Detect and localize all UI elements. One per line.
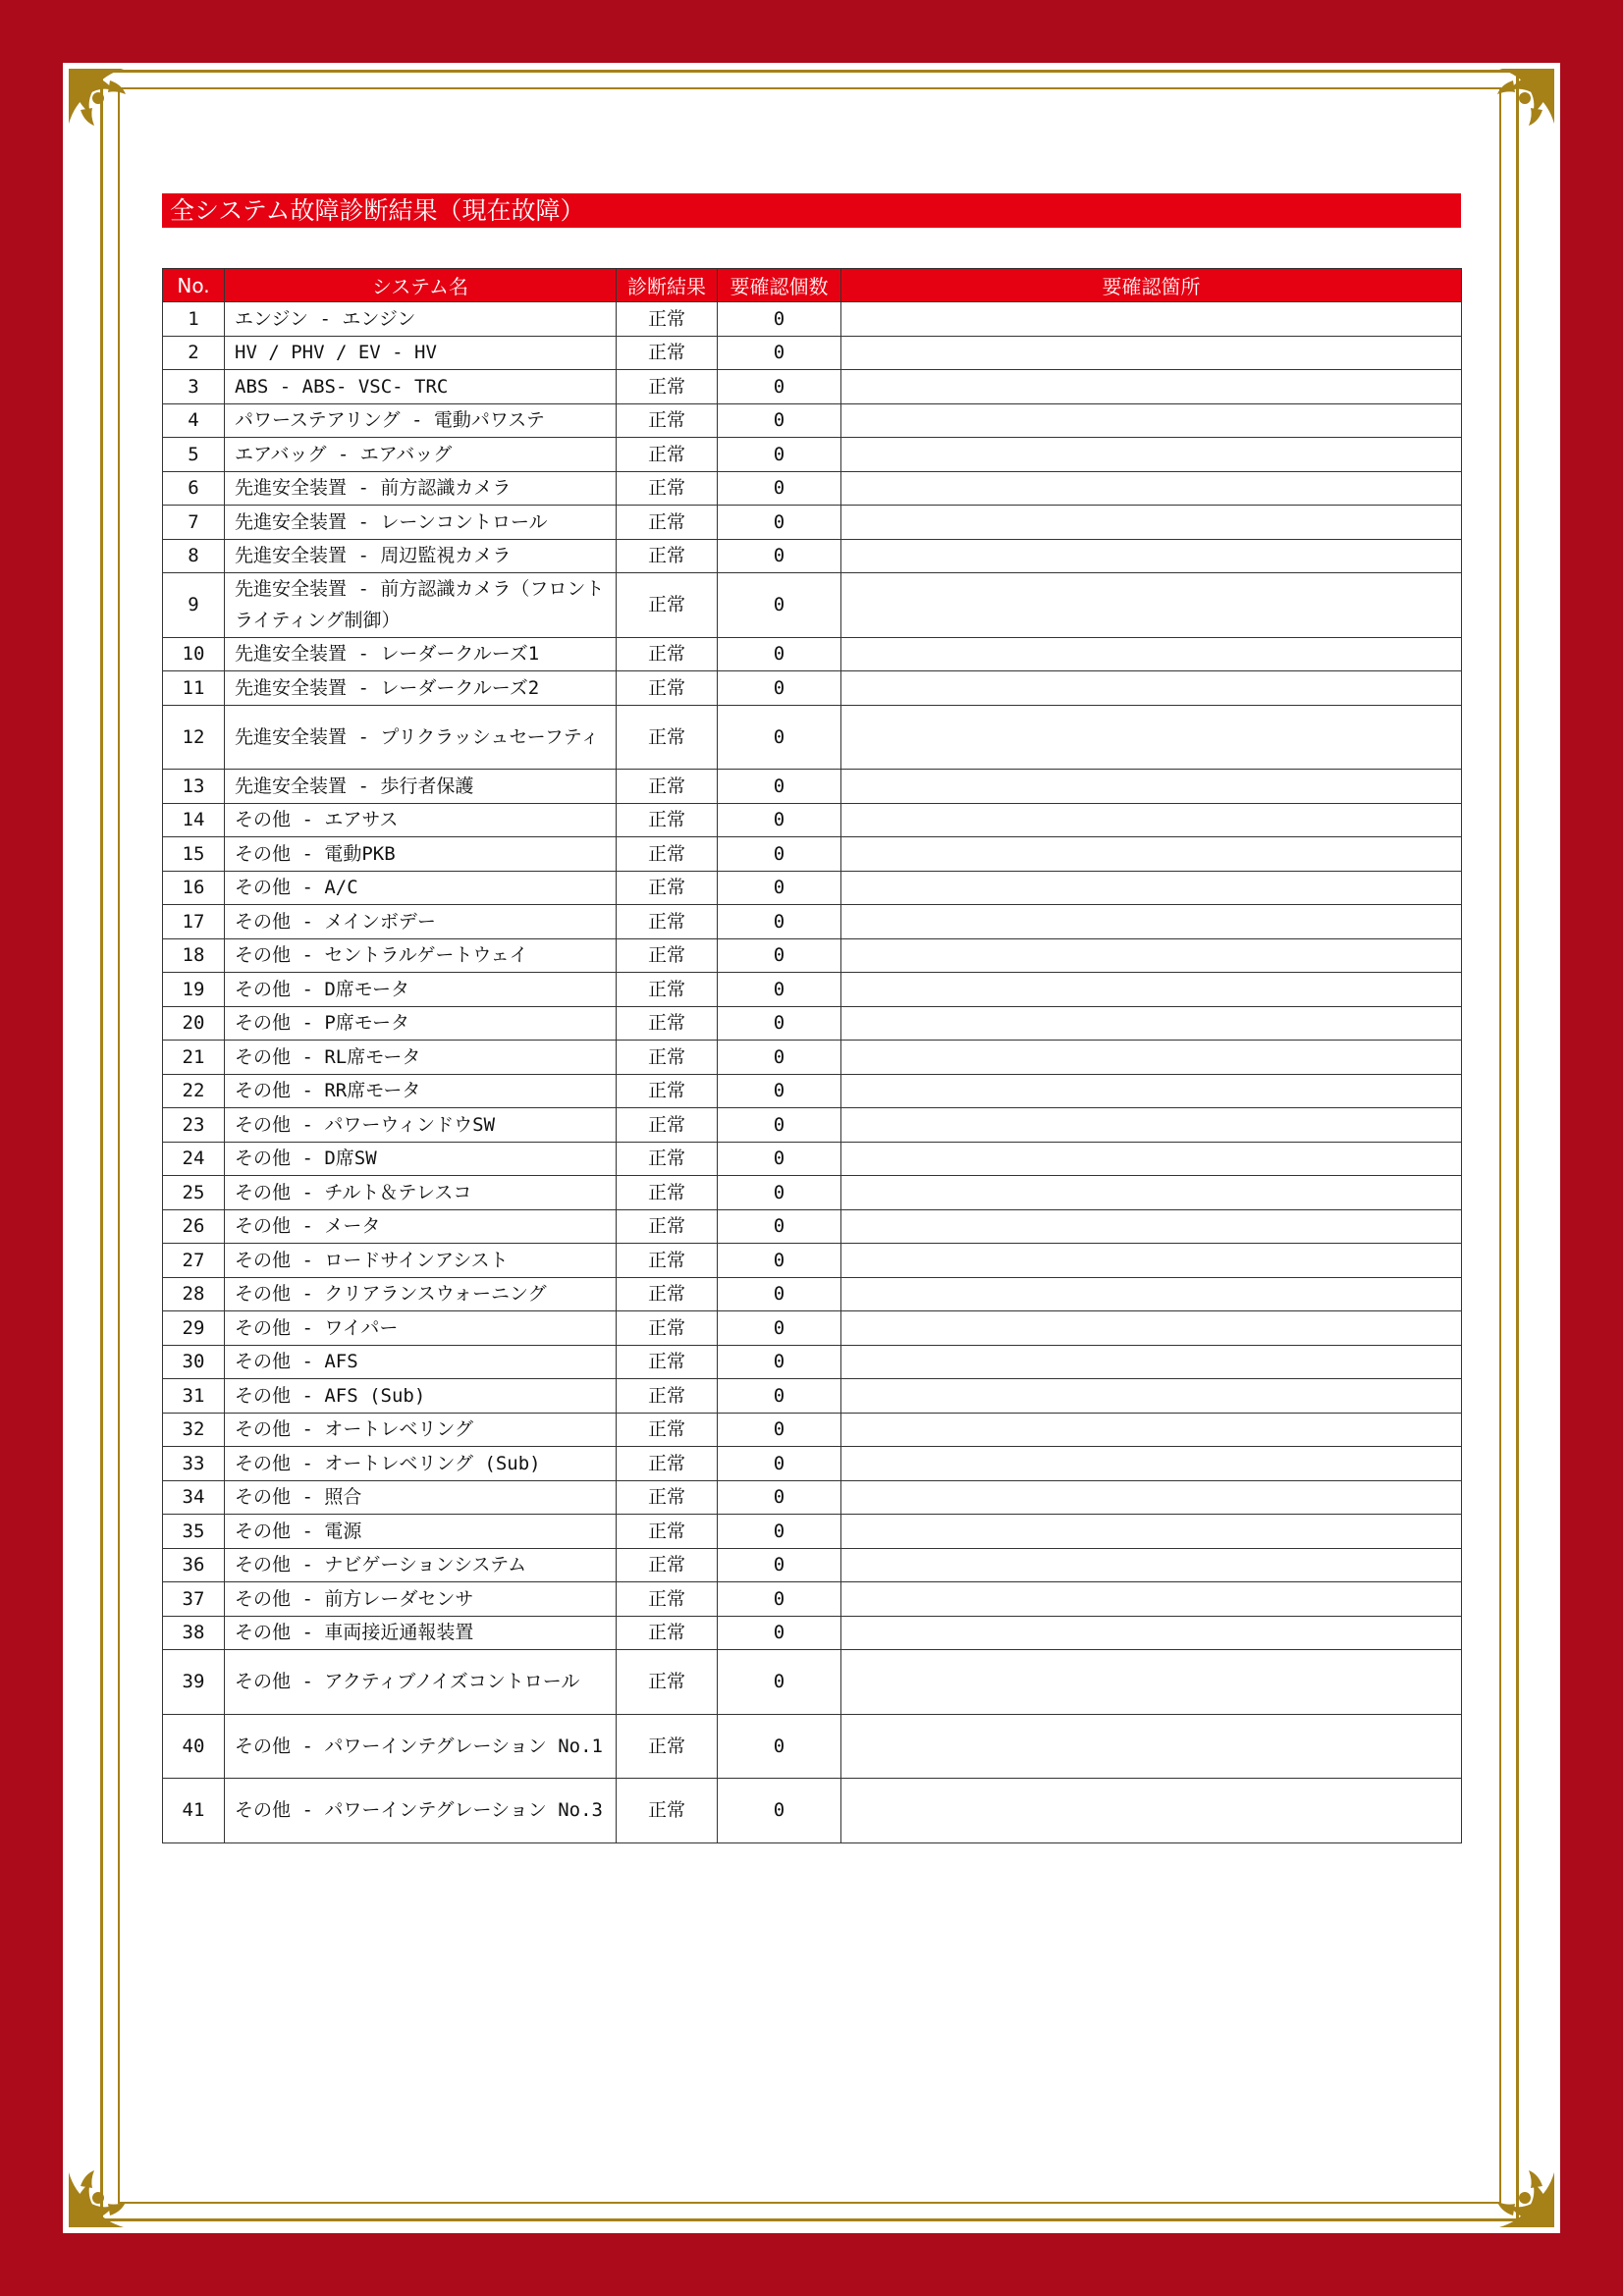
table-row: [163, 1447, 1462, 1481]
diagnosis-result: 正常: [617, 336, 718, 370]
row-number: 9: [163, 573, 225, 638]
row-number: 8: [163, 539, 225, 573]
table-row: [163, 1209, 1462, 1244]
check-locations: [841, 1209, 1462, 1244]
check-locations: [841, 539, 1462, 573]
diagnosis-result: 正常: [617, 1311, 718, 1346]
table-row: [163, 1480, 1462, 1515]
check-count: 0: [718, 1714, 841, 1779]
table-row: [163, 302, 1462, 337]
diagnosis-result: 正常: [617, 1515, 718, 1549]
check-count: 0: [718, 302, 841, 337]
system-name: ABS - ABS- VSC- TRC: [225, 370, 617, 404]
table-row: [163, 336, 1462, 370]
check-locations: [841, 1413, 1462, 1447]
table-row: [163, 403, 1462, 438]
diagnosis-result: 正常: [617, 1209, 718, 1244]
check-locations: [841, 938, 1462, 973]
row-number: 18: [163, 938, 225, 973]
check-count: 0: [718, 1379, 841, 1414]
row-number: 16: [163, 871, 225, 905]
table-row: [163, 471, 1462, 506]
diagnosis-result: 正常: [617, 1582, 718, 1617]
row-number: 37: [163, 1582, 225, 1617]
check-count: 0: [718, 803, 841, 837]
check-count: 0: [718, 705, 841, 770]
system-name: その他 - メインボデー: [225, 905, 617, 939]
diagnosis-result: 正常: [617, 573, 718, 638]
table-row: [163, 573, 1462, 638]
check-count: 0: [718, 973, 841, 1007]
diagnosis-result: 正常: [617, 905, 718, 939]
check-locations: [841, 1650, 1462, 1715]
row-number: 7: [163, 506, 225, 540]
table-row: [163, 1779, 1462, 1843]
system-name: 先進安全装置 - レーダークルーズ2: [225, 671, 617, 706]
system-name: その他 - ロードサインアシスト: [225, 1244, 617, 1278]
system-name: 先進安全装置 - 前方認識カメラ（フロントライティング制御）: [225, 573, 617, 638]
diagnosis-result: 正常: [617, 1074, 718, 1108]
diagnosis-result: 正常: [617, 770, 718, 804]
system-name: エンジン - エンジン: [225, 302, 617, 337]
diagnosis-result: 正常: [617, 1379, 718, 1414]
check-count: 0: [718, 1244, 841, 1278]
row-number: 34: [163, 1480, 225, 1515]
column-header-locations: 要確認箇所: [841, 269, 1462, 302]
table-row: [163, 506, 1462, 540]
check-locations: [841, 471, 1462, 506]
check-locations: [841, 370, 1462, 404]
check-count: 0: [718, 539, 841, 573]
check-count: 0: [718, 1345, 841, 1379]
system-name: その他 - セントラルゲートウェイ: [225, 938, 617, 973]
check-count: 0: [718, 1277, 841, 1311]
row-number: 27: [163, 1244, 225, 1278]
diagnosis-result: 正常: [617, 471, 718, 506]
row-number: 24: [163, 1142, 225, 1176]
system-name: その他 - RL席モータ: [225, 1041, 617, 1075]
check-count: 0: [718, 938, 841, 973]
system-name: 先進安全装置 - プリクラッシュセーフティ: [225, 705, 617, 770]
table-row: [163, 1650, 1462, 1715]
check-count: 0: [718, 1311, 841, 1346]
report-title: 全システム故障診断結果（現在故障）: [162, 193, 1461, 228]
column-header-result: 診断結果: [617, 269, 718, 302]
system-name: エアバッグ - エアバッグ: [225, 438, 617, 472]
check-locations: [841, 1714, 1462, 1779]
system-name: その他 - エアサス: [225, 803, 617, 837]
row-number: 40: [163, 1714, 225, 1779]
table-row: [163, 1142, 1462, 1176]
table-row: [163, 1108, 1462, 1143]
table-row: [163, 770, 1462, 804]
column-header-no: No.: [163, 269, 225, 302]
diagnosis-result: 正常: [617, 438, 718, 472]
check-count: 0: [718, 1209, 841, 1244]
row-number: 38: [163, 1616, 225, 1650]
diagnosis-result: 正常: [617, 1779, 718, 1843]
diagnosis-result: 正常: [617, 671, 718, 706]
row-number: 11: [163, 671, 225, 706]
diagnosis-result: 正常: [617, 938, 718, 973]
table-row: [163, 837, 1462, 872]
row-number: 33: [163, 1447, 225, 1481]
check-locations: [841, 803, 1462, 837]
row-number: 32: [163, 1413, 225, 1447]
check-count: 0: [718, 1413, 841, 1447]
diagnosis-result: 正常: [617, 1345, 718, 1379]
check-count: 0: [718, 1515, 841, 1549]
system-name: その他 - アクティブノイズコントロール: [225, 1650, 617, 1715]
diagnosis-result: 正常: [617, 1277, 718, 1311]
system-name: その他 - オートレベリング: [225, 1413, 617, 1447]
column-header-count: 要確認個数: [718, 269, 841, 302]
table-row: [163, 1413, 1462, 1447]
table-row: [163, 1041, 1462, 1075]
corner-ornament-icon: [65, 2137, 159, 2231]
system-name: その他 - オートレベリング (Sub): [225, 1447, 617, 1481]
check-locations: [841, 837, 1462, 872]
system-name: HV / PHV / EV - HV: [225, 336, 617, 370]
diagnosis-result: 正常: [617, 506, 718, 540]
row-number: 4: [163, 403, 225, 438]
system-name: その他 - クリアランスウォーニング: [225, 1277, 617, 1311]
row-number: 6: [163, 471, 225, 506]
table-row: [163, 871, 1462, 905]
check-count: 0: [718, 1582, 841, 1617]
check-count: 0: [718, 1041, 841, 1075]
check-locations: [841, 1311, 1462, 1346]
diagnosis-result: 正常: [617, 1413, 718, 1447]
check-locations: [841, 671, 1462, 706]
check-locations: [841, 1108, 1462, 1143]
diagnosis-result: 正常: [617, 403, 718, 438]
diagnosis-result: 正常: [617, 871, 718, 905]
diagnosis-result: 正常: [617, 302, 718, 337]
table-row: [163, 1548, 1462, 1582]
diagnosis-table: [162, 268, 1462, 1843]
check-locations: [841, 573, 1462, 638]
row-number: 36: [163, 1548, 225, 1582]
check-locations: [841, 336, 1462, 370]
row-number: 3: [163, 370, 225, 404]
check-locations: [841, 1176, 1462, 1210]
system-name: その他 - D席モータ: [225, 973, 617, 1007]
table-header-row: [163, 269, 1462, 302]
diagnosis-result: 正常: [617, 1176, 718, 1210]
system-name: その他 - AFS: [225, 1345, 617, 1379]
table-row: [163, 803, 1462, 837]
check-locations: [841, 1041, 1462, 1075]
corner-ornament-icon: [1464, 2137, 1558, 2231]
table-row: [163, 1345, 1462, 1379]
check-count: 0: [718, 1480, 841, 1515]
system-name: 先進安全装置 - 周辺監視カメラ: [225, 539, 617, 573]
check-count: 0: [718, 1074, 841, 1108]
check-locations: [841, 1277, 1462, 1311]
row-number: 14: [163, 803, 225, 837]
check-count: 0: [718, 1142, 841, 1176]
check-count: 0: [718, 1548, 841, 1582]
check-count: 0: [718, 1650, 841, 1715]
table-row: [163, 539, 1462, 573]
check-count: 0: [718, 1176, 841, 1210]
system-name: その他 - AFS (Sub): [225, 1379, 617, 1414]
system-name: 先進安全装置 - 歩行者保護: [225, 770, 617, 804]
check-locations: [841, 1379, 1462, 1414]
check-count: 0: [718, 871, 841, 905]
check-count: 0: [718, 370, 841, 404]
row-number: 26: [163, 1209, 225, 1244]
diagnosis-result: 正常: [617, 803, 718, 837]
check-count: 0: [718, 506, 841, 540]
system-name: その他 - RR席モータ: [225, 1074, 617, 1108]
table-body: [163, 302, 1462, 1843]
table-row: [163, 938, 1462, 973]
row-number: 12: [163, 705, 225, 770]
check-locations: [841, 637, 1462, 671]
check-count: 0: [718, 573, 841, 638]
table-row: [163, 1714, 1462, 1779]
table-row: [163, 671, 1462, 706]
check-locations: [841, 705, 1462, 770]
row-number: 2: [163, 336, 225, 370]
check-locations: [841, 1345, 1462, 1379]
table-row: [163, 1515, 1462, 1549]
diagnosis-result: 正常: [617, 1714, 718, 1779]
check-locations: [841, 871, 1462, 905]
diagnosis-result: 正常: [617, 1548, 718, 1582]
diagnosis-result: 正常: [617, 1650, 718, 1715]
check-count: 0: [718, 905, 841, 939]
system-name: その他 - P席モータ: [225, 1006, 617, 1041]
check-locations: [841, 1582, 1462, 1617]
diagnosis-result: 正常: [617, 1616, 718, 1650]
table-row: [163, 973, 1462, 1007]
table-row: [163, 705, 1462, 770]
table-row: [163, 1379, 1462, 1414]
system-name: その他 - チルト＆テレスコ: [225, 1176, 617, 1210]
diagnosis-result: 正常: [617, 1006, 718, 1041]
table-row: [163, 1074, 1462, 1108]
check-locations: [841, 1548, 1462, 1582]
check-count: 0: [718, 770, 841, 804]
row-number: 35: [163, 1515, 225, 1549]
system-name: その他 - 電動PKB: [225, 837, 617, 872]
check-locations: [841, 973, 1462, 1007]
system-name: その他 - 電源: [225, 1515, 617, 1549]
diagnosis-result: 正常: [617, 637, 718, 671]
check-locations: [841, 1244, 1462, 1278]
check-count: 0: [718, 637, 841, 671]
check-count: 0: [718, 336, 841, 370]
table-row: [163, 1176, 1462, 1210]
row-number: 41: [163, 1779, 225, 1843]
table-row: [163, 438, 1462, 472]
diagnosis-result: 正常: [617, 837, 718, 872]
row-number: 31: [163, 1379, 225, 1414]
row-number: 19: [163, 973, 225, 1007]
row-number: 30: [163, 1345, 225, 1379]
system-name: 先進安全装置 - レーダークルーズ1: [225, 637, 617, 671]
system-name: その他 - パワーインテグレーション No.3: [225, 1779, 617, 1843]
row-number: 28: [163, 1277, 225, 1311]
system-name: その他 - メータ: [225, 1209, 617, 1244]
system-name: その他 - ナビゲーションシステム: [225, 1548, 617, 1582]
table-row: [163, 370, 1462, 404]
table-row: [163, 1582, 1462, 1617]
row-number: 13: [163, 770, 225, 804]
row-number: 23: [163, 1108, 225, 1143]
row-number: 1: [163, 302, 225, 337]
row-number: 22: [163, 1074, 225, 1108]
system-name: その他 - パワーインテグレーション No.1: [225, 1714, 617, 1779]
diagnosis-result: 正常: [617, 1480, 718, 1515]
row-number: 39: [163, 1650, 225, 1715]
corner-ornament-icon: [1464, 65, 1558, 159]
row-number: 10: [163, 637, 225, 671]
check-count: 0: [718, 438, 841, 472]
diagnosis-result: 正常: [617, 1447, 718, 1481]
check-locations: [841, 1074, 1462, 1108]
column-header-system: システム名: [225, 269, 617, 302]
system-name: 先進安全装置 - 前方認識カメラ: [225, 471, 617, 506]
row-number: 25: [163, 1176, 225, 1210]
check-locations: [841, 506, 1462, 540]
check-locations: [841, 438, 1462, 472]
system-name: その他 - 照合: [225, 1480, 617, 1515]
check-locations: [841, 403, 1462, 438]
system-name: その他 - D席SW: [225, 1142, 617, 1176]
diagnosis-result: 正常: [617, 1244, 718, 1278]
row-number: 21: [163, 1041, 225, 1075]
system-name: その他 - パワーウィンドウSW: [225, 1108, 617, 1143]
system-name: その他 - 車両接近通報装置: [225, 1616, 617, 1650]
diagnosis-result: 正常: [617, 705, 718, 770]
system-name: その他 - ワイパー: [225, 1311, 617, 1346]
diagnosis-result: 正常: [617, 370, 718, 404]
diagnosis-result: 正常: [617, 539, 718, 573]
diagnosis-result: 正常: [617, 1041, 718, 1075]
row-number: 29: [163, 1311, 225, 1346]
corner-ornament-icon: [65, 65, 159, 159]
system-name: その他 - A/C: [225, 871, 617, 905]
table-row: [163, 1244, 1462, 1278]
row-number: 20: [163, 1006, 225, 1041]
check-count: 0: [718, 403, 841, 438]
system-name: 先進安全装置 - レーンコントロール: [225, 506, 617, 540]
check-locations: [841, 1142, 1462, 1176]
check-count: 0: [718, 1779, 841, 1843]
system-name: その他 - 前方レーダセンサ: [225, 1582, 617, 1617]
row-number: 15: [163, 837, 225, 872]
diagnosis-result: 正常: [617, 973, 718, 1007]
check-locations: [841, 1779, 1462, 1843]
check-locations: [841, 1616, 1462, 1650]
table-row: [163, 1277, 1462, 1311]
check-locations: [841, 1447, 1462, 1481]
diagnosis-result: 正常: [617, 1142, 718, 1176]
check-locations: [841, 302, 1462, 337]
table-row: [163, 1311, 1462, 1346]
check-locations: [841, 770, 1462, 804]
diagnosis-result: 正常: [617, 1108, 718, 1143]
check-count: 0: [718, 1108, 841, 1143]
check-count: 0: [718, 1616, 841, 1650]
check-locations: [841, 905, 1462, 939]
check-locations: [841, 1515, 1462, 1549]
row-number: 17: [163, 905, 225, 939]
table-row: [163, 1006, 1462, 1041]
table-row: [163, 905, 1462, 939]
check-count: 0: [718, 1006, 841, 1041]
system-name: パワーステアリング - 電動パワステ: [225, 403, 617, 438]
check-locations: [841, 1006, 1462, 1041]
table-row: [163, 637, 1462, 671]
check-count: 0: [718, 837, 841, 872]
check-locations: [841, 1480, 1462, 1515]
table-row: [163, 1616, 1462, 1650]
check-count: 0: [718, 471, 841, 506]
check-count: 0: [718, 671, 841, 706]
check-count: 0: [718, 1447, 841, 1481]
row-number: 5: [163, 438, 225, 472]
